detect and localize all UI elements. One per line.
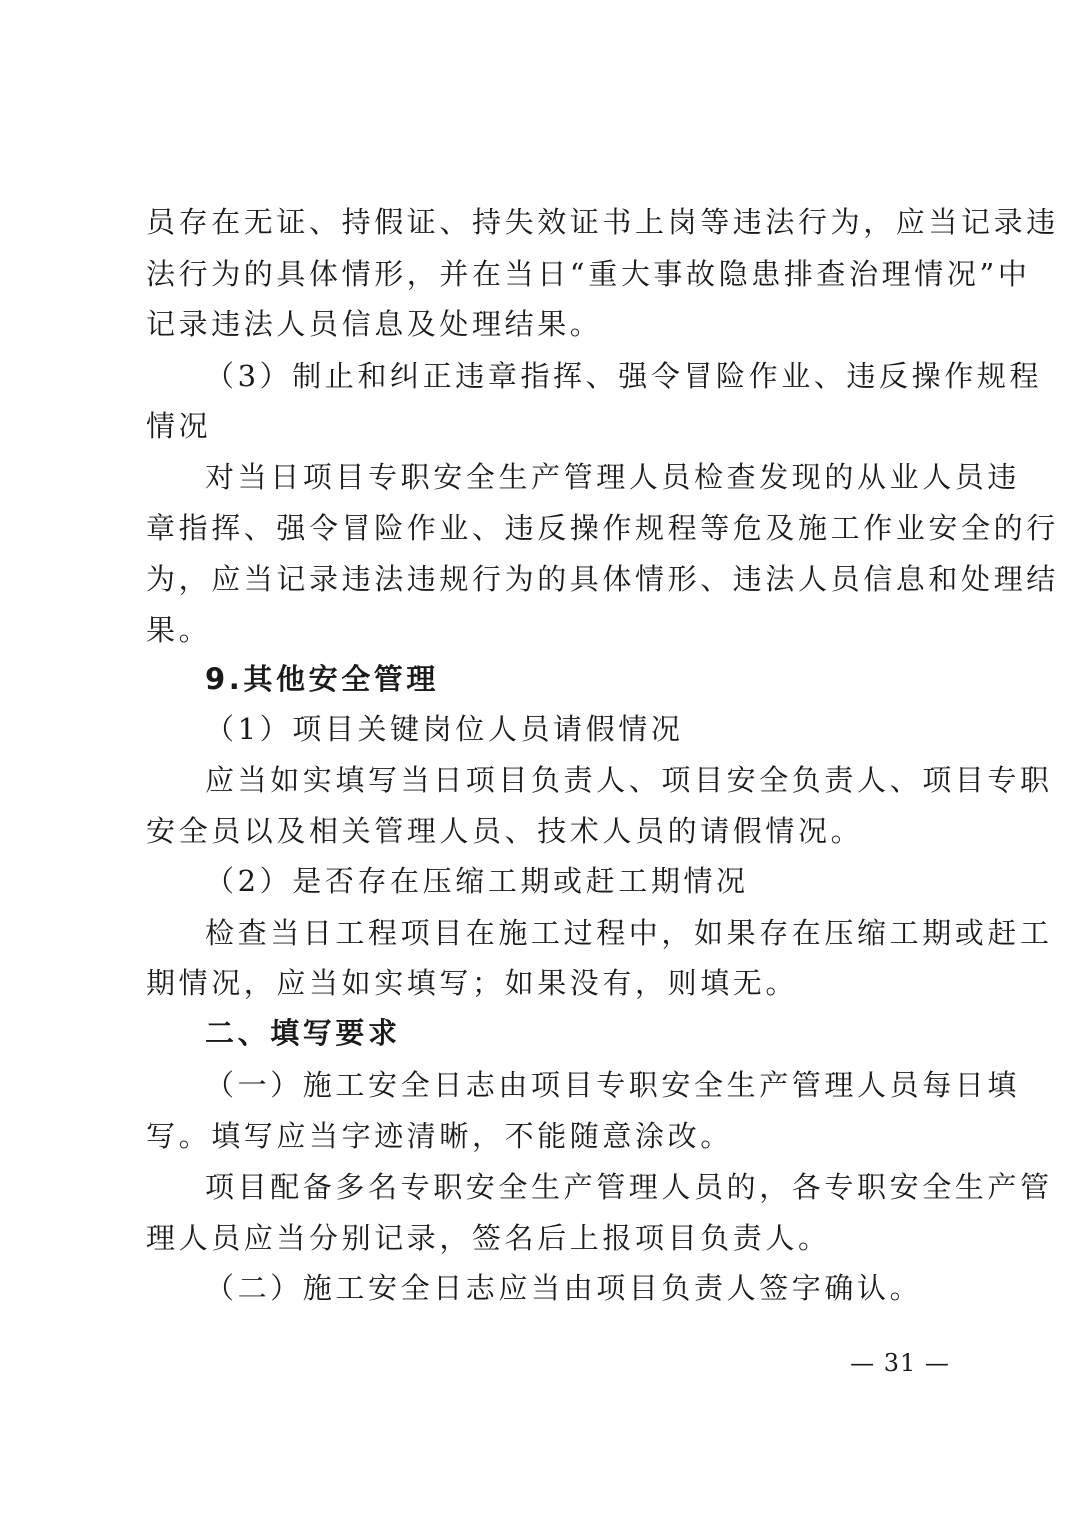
- subsection-heading: （3）制止和纠正违章指挥、强令冒险作业、违反操作规程: [205, 359, 1043, 393]
- paragraph-line: （一）施工安全日志由项目专职安全生产管理人员每日填: [205, 1068, 1021, 1102]
- paragraph-line: 应当如实填写当日项目负责人、项目安全负责人、项目专职: [205, 763, 1053, 797]
- paragraph-line: 果。: [146, 613, 212, 647]
- paragraph-line: 为，应当记录违法违规行为的具体情形、违法人员信息和处理结: [146, 562, 1059, 596]
- paragraph-line: 章指挥、强令冒险作业、违反操作规程等危及施工作业安全的行: [146, 511, 1059, 545]
- paragraph-line: （二）施工安全日志应当由项目负责人签字确认。: [205, 1271, 923, 1305]
- paragraph-line: 项目配备多名专职安全生产管理人员的，各专职安全生产管: [205, 1170, 1053, 1204]
- paragraph-line: 期情况，应当如实填写；如果没有，则填无。: [146, 966, 799, 1000]
- paragraph-line: 记录违法人员信息及处理结果。: [146, 307, 603, 341]
- paragraph-line: 安全员以及相关管理人员、技术人员的请假情况。: [146, 814, 864, 848]
- page-number: — 31 —: [850, 1349, 950, 1377]
- paragraph-line: 对当日项目专职安全生产管理人员检查发现的从业人员违: [205, 460, 1021, 494]
- section-heading-filling-requirements: 二、填写要求: [205, 1016, 401, 1050]
- paragraph-line: 员存在无证、持假证、持失效证书上岗等违法行为，应当记录违: [146, 205, 1059, 239]
- subsection-heading: （1）项目关键岗位人员请假情况: [205, 712, 684, 746]
- subsection-heading: （2）是否存在压缩工期或赶工期情况: [205, 864, 749, 898]
- paragraph-line: 检查当日工程项目在施工过程中，如果存在压缩工期或赶工: [205, 916, 1053, 950]
- section-heading-other-safety: 9.其他安全管理: [205, 662, 439, 696]
- paragraph-line: 写。填写应当字迹清晰，不能随意涂改。: [146, 1119, 733, 1153]
- paragraph-line: 理人员应当分别记录，签名后上报项目负责人。: [146, 1221, 831, 1255]
- subsection-heading-continued: 情况: [146, 409, 212, 443]
- paragraph-line: 法行为的具体情形，并在当日“重大事故隐患排查治理情况”中: [146, 257, 1031, 291]
